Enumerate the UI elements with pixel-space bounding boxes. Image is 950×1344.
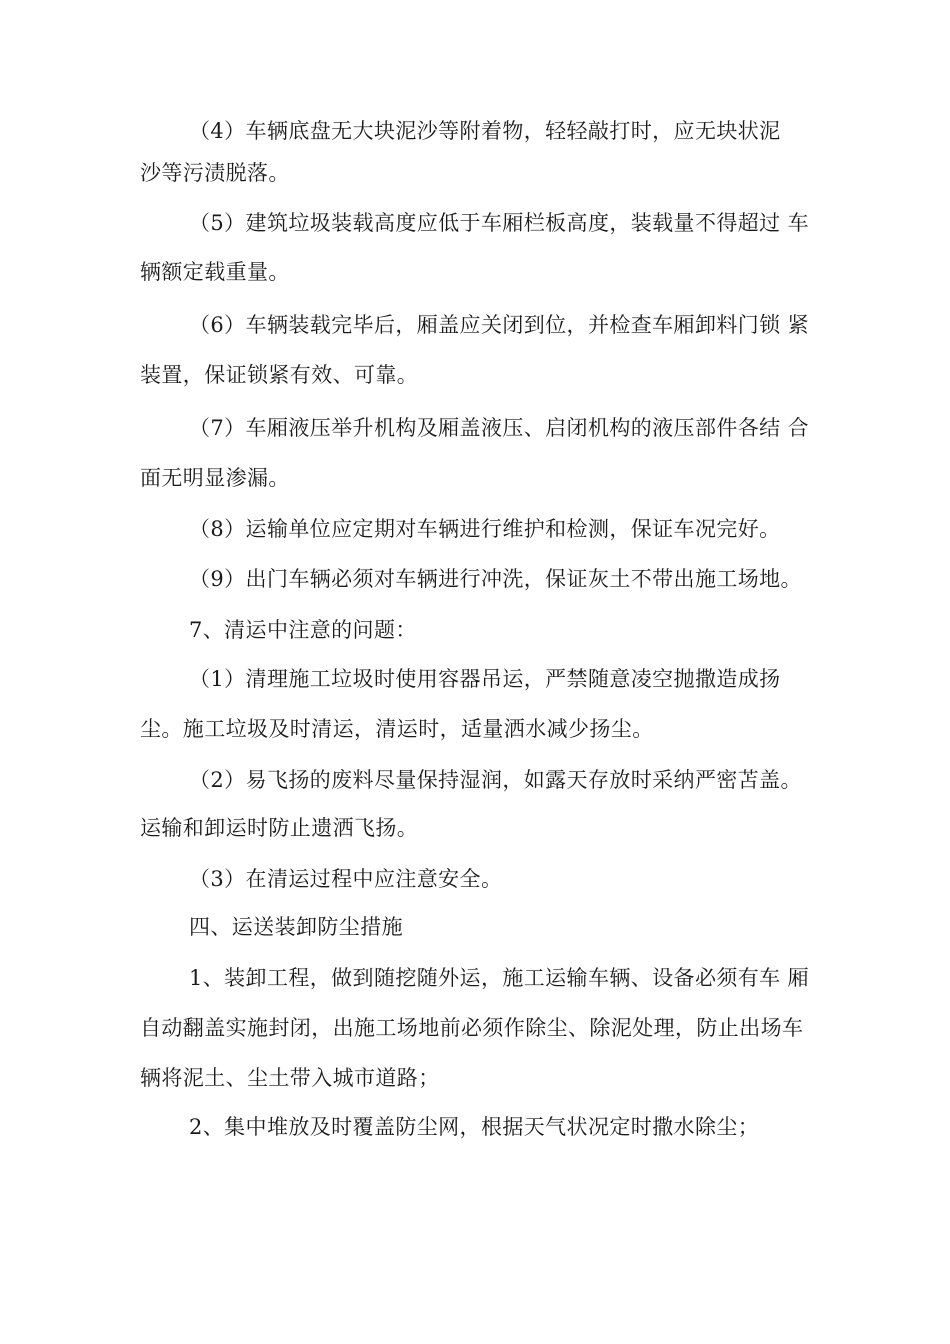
item-1-line-2: 尘。施工垃圾及时清运，清运时，适量洒水减少扬尘。	[140, 717, 654, 741]
measure-1-line-1: 1、装卸工程，做到随挖随外运，施工运输车辆、设备必须有车 厢	[189, 966, 810, 990]
item-1-line-1: （1）清理施工垃圾时使用容器吊运，严禁随意凌空抛撒造成扬	[189, 667, 781, 691]
paragraph-7-line-2: 面无明显渗漏。	[140, 466, 290, 490]
paragraph-6-line-1: （6）车辆装载完毕后，厢盖应关闭到位，并检查车厢卸料门锁 紧	[189, 313, 810, 337]
measure-1-line-3: 辆将泥土、尘土带入城市道路；	[140, 1066, 440, 1090]
paragraph-5-line-2: 辆额定载重量。	[140, 260, 290, 284]
section-heading-7: 7、清运中注意的问题：	[189, 618, 417, 642]
paragraph-4-line-2: 沙等污渍脱落。	[140, 161, 290, 185]
paragraph-9: （9）出门车辆必须对车辆进行冲洗，保证灰土不带出施工场地。	[189, 567, 802, 591]
item-2-line-2: 运输和卸运时防止遗洒飞扬。	[140, 816, 419, 840]
item-3: （3）在清运过程中应注意安全。	[189, 867, 503, 891]
measure-1-line-2: 自动翻盖实施封闭，出施工场地前必须作除尘、除泥处理，防止出场车	[140, 1016, 804, 1040]
item-2-line-1: （2）易飞扬的废料尽量保持湿润，如露天存放时采纳严密苫盖。	[189, 768, 802, 792]
paragraph-4-line-1: （4）车辆底盘无大块泥沙等附着物，轻轻敲打时，应无块状泥	[189, 119, 781, 143]
paragraph-8: （8）运输单位应定期对车辆进行维护和检测，保证车况完好。	[189, 517, 781, 541]
measure-2: 2、集中堆放及时覆盖防尘网，根据天气状况定时撒水除尘；	[189, 1115, 760, 1139]
section-heading-4: 四、运送装卸防尘措施	[189, 915, 403, 939]
paragraph-7-line-1: （7）车厢液压举升机构及厢盖液压、启闭机构的液压部件各结 合	[189, 416, 810, 440]
paragraph-6-line-2: 装置，保证锁紧有效、可靠。	[140, 363, 419, 387]
paragraph-5-line-1: （5）建筑垃圾装载高度应低于车厢栏板高度，装载量不得超过 车	[189, 211, 810, 235]
